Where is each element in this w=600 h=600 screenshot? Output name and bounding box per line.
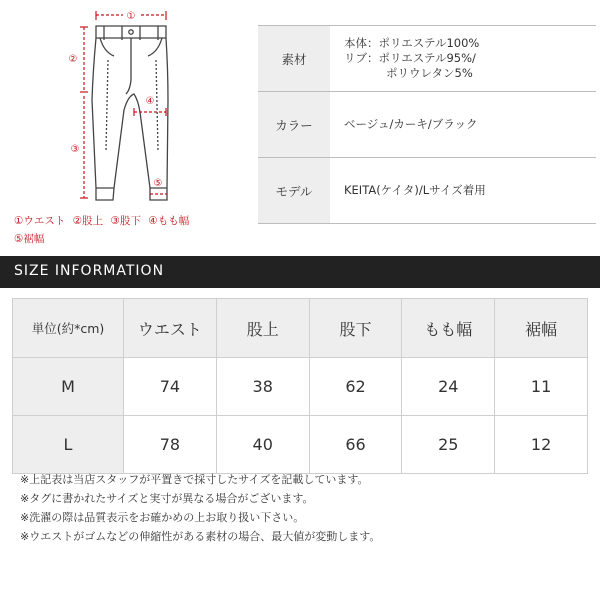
cell-l-hem: 12 xyxy=(495,416,588,474)
spec-material-line-1: 本体：ポリエステル100% xyxy=(344,36,480,50)
spec-material-line-3: ポリウレタン5% xyxy=(386,66,473,80)
cell-m-inseam: 62 xyxy=(309,358,402,416)
size-table xyxy=(12,298,588,474)
row-label-l: L xyxy=(13,416,124,474)
cell-l-rise: 40 xyxy=(216,416,309,474)
spec-table xyxy=(258,25,596,224)
spec-key-color: カラー xyxy=(258,92,330,158)
note-4: ※ウエストがゴムなどの伸縮性がある素材の場合、最大値が変動します。 xyxy=(20,530,381,543)
measurement-markers xyxy=(69,8,163,189)
spec-key-model: モデル xyxy=(258,158,330,224)
cell-m-rise: 38 xyxy=(216,358,309,416)
marker-rise: ② xyxy=(68,54,78,65)
spec-value-material xyxy=(330,26,596,92)
note-1: ※上記表は当店スタッフが平置きで採寸したサイズを記載しています。 xyxy=(20,473,369,486)
header-inseam: 股下 xyxy=(309,299,402,358)
size-information-banner xyxy=(0,256,600,288)
cell-m-thigh: 24 xyxy=(402,358,495,416)
legend-item-inseam: ③股下 xyxy=(110,215,141,227)
spec-row-model xyxy=(258,158,596,224)
marker-inseam: ③ xyxy=(70,144,80,155)
pants-outline xyxy=(92,26,168,200)
spec-row-material xyxy=(258,26,596,92)
legend-item-hem: ⑤裾幅 xyxy=(14,233,45,245)
header-hem: 裾幅 xyxy=(495,299,588,358)
header-rise: 股上 xyxy=(216,299,309,358)
cell-m-hem: 11 xyxy=(495,358,588,416)
marker-thigh: ④ xyxy=(145,96,155,107)
legend-item-waist: ①ウエスト xyxy=(14,215,66,227)
note-2: ※タグに書かれたサイズと実寸が異なる場合がございます。 xyxy=(20,492,314,505)
header-thigh: もも幅 xyxy=(402,299,495,358)
legend-item-thigh: ④もも幅 xyxy=(148,215,190,227)
spec-value-model: KEITA(ケイタ)/Lサイズ着用 xyxy=(330,158,596,224)
header-unit: 単位(約*cm) xyxy=(13,299,124,358)
spec-value-color: ベージュ/カーキ/ブラック xyxy=(330,92,596,158)
spec-row-color xyxy=(258,92,596,158)
legend-item-rise: ②股上 xyxy=(72,215,104,227)
spec-key-material: 素材 xyxy=(258,26,330,92)
table-row xyxy=(13,358,588,416)
size-table-header xyxy=(13,299,588,358)
cell-l-inseam: 66 xyxy=(309,416,402,474)
measurement-legend xyxy=(14,212,254,248)
banner-title: SIZE INFORMATION xyxy=(14,263,165,279)
cell-m-waist: 74 xyxy=(124,358,217,416)
marker-waist: ① xyxy=(126,11,136,22)
cell-l-thigh: 25 xyxy=(402,416,495,474)
cell-l-waist: 78 xyxy=(124,416,217,474)
notes xyxy=(20,470,590,546)
marker-hem: ⑤ xyxy=(153,178,163,189)
row-label-m: M xyxy=(13,358,124,416)
spec-material-line-2: リブ：ポリエステル95%/ xyxy=(344,51,476,65)
header-waist: ウエスト xyxy=(124,299,217,358)
table-row xyxy=(13,416,588,474)
note-3: ※洗濯の際は品質表示をお確かめの上お取り扱い下さい。 xyxy=(20,511,305,524)
